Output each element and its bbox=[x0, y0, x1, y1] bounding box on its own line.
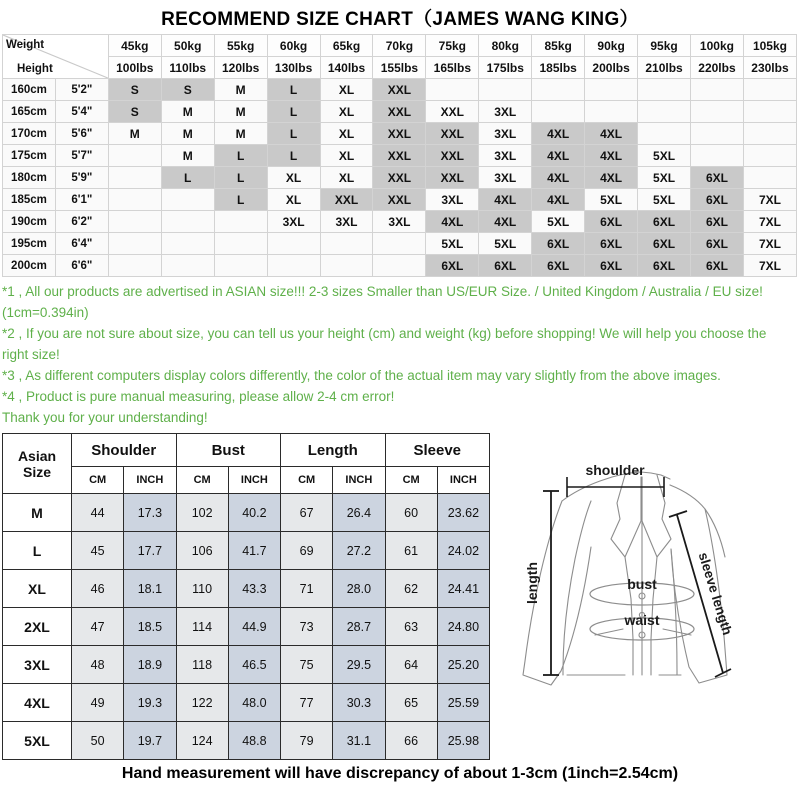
weight-kg-header-2: 55kg bbox=[214, 35, 267, 57]
measurement-row bbox=[3, 684, 490, 722]
measurement-cell-r1-c2: 106 bbox=[176, 532, 228, 570]
size-cell-r5-c7: 4XL bbox=[479, 189, 532, 211]
height-ft-3: 5'7" bbox=[55, 145, 108, 167]
size-cell-r8-c9: 6XL bbox=[585, 255, 638, 277]
diagram-label-bust: bust bbox=[627, 576, 657, 593]
height-cm-2: 170cm bbox=[3, 123, 56, 145]
size-cell-r6-c11: 6XL bbox=[690, 211, 743, 233]
measurement-cell-r2-c6: 62 bbox=[385, 570, 437, 608]
blazer-measurement-diagram bbox=[490, 433, 800, 735]
measurement-row bbox=[3, 494, 490, 532]
size-cell-r7-c2 bbox=[214, 233, 267, 255]
notes-block bbox=[0, 277, 800, 430]
size-cell-r0-c8 bbox=[532, 79, 585, 101]
size-cell-r7-c6: 5XL bbox=[426, 233, 479, 255]
measurement-cell-r1-c4: 69 bbox=[281, 532, 333, 570]
height-cm-5: 185cm bbox=[3, 189, 56, 211]
size-cell-r5-c1 bbox=[161, 189, 214, 211]
measurement-cell-r4-c6: 64 bbox=[385, 646, 437, 684]
weight-lbs-header-2: 120lbs bbox=[214, 57, 267, 79]
size-cell-r7-c11: 6XL bbox=[690, 233, 743, 255]
measurement-cell-r5-c7: 25.59 bbox=[437, 684, 489, 722]
footer-note: Hand measurement will have discrepancy of about 1-3cm (1inch=2.54cm) bbox=[121, 765, 679, 783]
note-line-5: Thank you for your understanding! bbox=[2, 409, 208, 425]
weight-kg-header-11: 100kg bbox=[690, 35, 743, 57]
size-cell-r6-c8: 5XL bbox=[532, 211, 585, 233]
size-cell-r2-c2: M bbox=[214, 123, 267, 145]
size-cell-r4-c6: XXL bbox=[426, 167, 479, 189]
measurement-unit-5: INCH bbox=[333, 467, 385, 494]
measurement-cell-r5-c6: 65 bbox=[385, 684, 437, 722]
asian-size-header: Asian Size bbox=[3, 434, 72, 494]
measurement-size-m: M bbox=[3, 494, 72, 532]
measurement-cell-r3-c1: 18.5 bbox=[124, 608, 176, 646]
height-ft-2: 5'6" bbox=[55, 123, 108, 145]
note-line-1: *1 , All our products are advertised in ASIAN size!!! 2-3 sizes Smaller than US/EUR Size. / United Kingdom / Australia / EU size! (1cm=0.394in) bbox=[2, 284, 763, 320]
size-cell-r6-c4: 3XL bbox=[320, 211, 373, 233]
measurement-cell-r6-c1: 19.7 bbox=[124, 722, 176, 760]
note-line-3: *3 , As different computers display colors differently, the color of the actual item may vary slightly from the above images. bbox=[2, 367, 721, 383]
size-table-row bbox=[3, 145, 797, 167]
measurement-cell-r3-c2: 114 bbox=[176, 608, 228, 646]
measurement-unit-2: CM bbox=[176, 467, 228, 494]
diagram-label-shoulder: shoulder bbox=[585, 462, 645, 479]
size-cell-r1-c9 bbox=[585, 101, 638, 123]
size-cell-r0-c5: XXL bbox=[373, 79, 426, 101]
size-cell-r1-c1: M bbox=[161, 101, 214, 123]
measurement-cell-r5-c4: 77 bbox=[281, 684, 333, 722]
height-ft-0: 5'2" bbox=[55, 79, 108, 101]
height-ft-8: 6'6" bbox=[55, 255, 108, 277]
size-cell-r8-c5 bbox=[373, 255, 426, 277]
size-cell-r4-c9: 4XL bbox=[585, 167, 638, 189]
measurement-cell-r5-c5: 30.3 bbox=[333, 684, 385, 722]
measurement-cell-r4-c3: 46.5 bbox=[228, 646, 280, 684]
measurement-cell-r6-c4: 79 bbox=[281, 722, 333, 760]
size-cell-r5-c0 bbox=[108, 189, 161, 211]
measurement-cell-r4-c0: 48 bbox=[72, 646, 124, 684]
bottom-section bbox=[2, 433, 800, 760]
size-cell-r1-c11 bbox=[690, 101, 743, 123]
size-cell-r1-c2: M bbox=[214, 101, 267, 123]
size-cell-r6-c1 bbox=[161, 211, 214, 233]
diagram-label-sleeve-length: sleeve length bbox=[695, 551, 735, 638]
size-cell-r2-c5: XXL bbox=[373, 123, 426, 145]
size-cell-r5-c11: 6XL bbox=[690, 189, 743, 211]
size-cell-r4-c7: 3XL bbox=[479, 167, 532, 189]
size-cell-r3-c5: XXL bbox=[373, 145, 426, 167]
measurement-cell-r6-c7: 25.98 bbox=[437, 722, 489, 760]
measurement-cell-r0-c0: 44 bbox=[72, 494, 124, 532]
height-cm-4: 180cm bbox=[3, 167, 56, 189]
height-ft-1: 5'4" bbox=[55, 101, 108, 123]
size-table-row bbox=[3, 79, 797, 101]
size-cell-r8-c2 bbox=[214, 255, 267, 277]
size-cell-r8-c0 bbox=[108, 255, 161, 277]
size-table-row bbox=[3, 101, 797, 123]
measurement-cell-r3-c3: 44.9 bbox=[228, 608, 280, 646]
weight-kg-header-10: 95kg bbox=[638, 35, 691, 57]
weight-lbs-header-6: 165lbs bbox=[426, 57, 479, 79]
size-table-row bbox=[3, 255, 797, 277]
size-cell-r1-c10 bbox=[638, 101, 691, 123]
weight-lbs-header-1: 110lbs bbox=[161, 57, 214, 79]
size-cell-r4-c1: L bbox=[161, 167, 214, 189]
measurement-size-l: L bbox=[3, 532, 72, 570]
size-cell-r2-c3: L bbox=[267, 123, 320, 145]
height-cm-0: 160cm bbox=[3, 79, 56, 101]
measurement-cell-r6-c3: 48.8 bbox=[228, 722, 280, 760]
measurement-size-xl: XL bbox=[3, 570, 72, 608]
size-cell-r3-c1: M bbox=[161, 145, 214, 167]
size-cell-r0-c6 bbox=[426, 79, 479, 101]
size-cell-r7-c9: 6XL bbox=[585, 233, 638, 255]
size-cell-r7-c10: 6XL bbox=[638, 233, 691, 255]
recommend-size-table bbox=[2, 34, 797, 277]
size-cell-r7-c1 bbox=[161, 233, 214, 255]
measurement-cell-r1-c1: 17.7 bbox=[124, 532, 176, 570]
measurement-group-length: Length bbox=[281, 434, 386, 467]
height-cm-8: 200cm bbox=[3, 255, 56, 277]
size-cell-r5-c2: L bbox=[214, 189, 267, 211]
size-cell-r6-c6: 4XL bbox=[426, 211, 479, 233]
size-cell-r4-c8: 4XL bbox=[532, 167, 585, 189]
size-cell-r6-c10: 6XL bbox=[638, 211, 691, 233]
size-cell-r6-c7: 4XL bbox=[479, 211, 532, 233]
size-cell-r1-c6: XXL bbox=[426, 101, 479, 123]
size-cell-r3-c0 bbox=[108, 145, 161, 167]
measurement-cell-r4-c1: 18.9 bbox=[124, 646, 176, 684]
size-cell-r0-c10 bbox=[638, 79, 691, 101]
weight-lbs-header-5: 155lbs bbox=[373, 57, 426, 79]
size-cell-r2-c7: 3XL bbox=[479, 123, 532, 145]
note-line-4: *4 , Product is pure manual measuring, please allow 2-4 cm error! bbox=[2, 388, 395, 404]
weight-kg-header-3: 60kg bbox=[267, 35, 320, 57]
measurement-size-4xl: 4XL bbox=[3, 684, 72, 722]
height-ft-6: 6'2" bbox=[55, 211, 108, 233]
measurement-cell-r0-c6: 60 bbox=[385, 494, 437, 532]
measurement-cell-r0-c1: 17.3 bbox=[124, 494, 176, 532]
measurement-cell-r6-c2: 124 bbox=[176, 722, 228, 760]
weight-lbs-header-0: 100lbs bbox=[108, 57, 161, 79]
size-cell-r4-c11: 6XL bbox=[690, 167, 743, 189]
size-cell-r8-c7: 6XL bbox=[479, 255, 532, 277]
size-cell-r5-c5: XXL bbox=[373, 189, 426, 211]
size-cell-r7-c7: 5XL bbox=[479, 233, 532, 255]
size-cell-r8-c1 bbox=[161, 255, 214, 277]
weight-lbs-header-8: 185lbs bbox=[532, 57, 585, 79]
size-cell-r2-c6: XXL bbox=[426, 123, 479, 145]
weight-kg-header-5: 70kg bbox=[373, 35, 426, 57]
size-cell-r4-c5: XXL bbox=[373, 167, 426, 189]
size-cell-r6-c3: 3XL bbox=[267, 211, 320, 233]
measurement-cell-r5-c2: 122 bbox=[176, 684, 228, 722]
height-ft-4: 5'9" bbox=[55, 167, 108, 189]
measurement-cell-r6-c0: 50 bbox=[72, 722, 124, 760]
size-cell-r7-c12: 7XL bbox=[743, 233, 796, 255]
measurement-cell-r5-c3: 48.0 bbox=[228, 684, 280, 722]
measurement-cell-r5-c0: 49 bbox=[72, 684, 124, 722]
size-cell-r2-c0: M bbox=[108, 123, 161, 145]
size-cell-r6-c12: 7XL bbox=[743, 211, 796, 233]
measurement-row bbox=[3, 608, 490, 646]
size-cell-r8-c8: 6XL bbox=[532, 255, 585, 277]
size-cell-r0-c1: S bbox=[161, 79, 214, 101]
weight-kg-header-1: 50kg bbox=[161, 35, 214, 57]
size-cell-r3-c6: XXL bbox=[426, 145, 479, 167]
size-cell-r1-c12 bbox=[743, 101, 796, 123]
size-cell-r8-c10: 6XL bbox=[638, 255, 691, 277]
size-table-row bbox=[3, 189, 797, 211]
size-cell-r2-c9: 4XL bbox=[585, 123, 638, 145]
measurement-cell-r3-c0: 47 bbox=[72, 608, 124, 646]
height-cm-6: 190cm bbox=[3, 211, 56, 233]
measurement-cell-r6-c6: 66 bbox=[385, 722, 437, 760]
size-cell-r2-c4: XL bbox=[320, 123, 373, 145]
size-cell-r1-c4: XL bbox=[320, 101, 373, 123]
measurement-cell-r2-c5: 28.0 bbox=[333, 570, 385, 608]
measurement-table bbox=[2, 433, 490, 760]
measurement-unit-3: INCH bbox=[228, 467, 280, 494]
height-ft-5: 6'1" bbox=[55, 189, 108, 211]
weight-lbs-header-10: 210lbs bbox=[638, 57, 691, 79]
weight-lbs-header-9: 200lbs bbox=[585, 57, 638, 79]
measurement-row bbox=[3, 646, 490, 684]
size-cell-r6-c5: 3XL bbox=[373, 211, 426, 233]
size-cell-r3-c12 bbox=[743, 145, 796, 167]
measurement-cell-r1-c0: 45 bbox=[72, 532, 124, 570]
size-cell-r4-c4: XL bbox=[320, 167, 373, 189]
corner-height-label: Height bbox=[17, 63, 53, 75]
size-cell-r5-c12: 7XL bbox=[743, 189, 796, 211]
size-cell-r0-c7 bbox=[479, 79, 532, 101]
size-cell-r3-c3: L bbox=[267, 145, 320, 167]
weight-kg-header-12: 105kg bbox=[743, 35, 796, 57]
size-table-row bbox=[3, 211, 797, 233]
size-cell-r8-c3 bbox=[267, 255, 320, 277]
size-cell-r0-c0: S bbox=[108, 79, 161, 101]
size-cell-r5-c4: XXL bbox=[320, 189, 373, 211]
size-table-row bbox=[3, 167, 797, 189]
size-cell-r2-c10 bbox=[638, 123, 691, 145]
size-cell-r3-c10: 5XL bbox=[638, 145, 691, 167]
size-cell-r7-c8: 6XL bbox=[532, 233, 585, 255]
measurement-cell-r1-c5: 27.2 bbox=[333, 532, 385, 570]
measurement-cell-r1-c7: 24.02 bbox=[437, 532, 489, 570]
size-cell-r4-c10: 5XL bbox=[638, 167, 691, 189]
size-cell-r1-c0: S bbox=[108, 101, 161, 123]
measurement-cell-r3-c4: 73 bbox=[281, 608, 333, 646]
size-cell-r3-c4: XL bbox=[320, 145, 373, 167]
measurement-size-5xl: 5XL bbox=[3, 722, 72, 760]
size-cell-r7-c3 bbox=[267, 233, 320, 255]
size-cell-r3-c2: L bbox=[214, 145, 267, 167]
size-cell-r3-c9: 4XL bbox=[585, 145, 638, 167]
measurement-cell-r0-c3: 40.2 bbox=[228, 494, 280, 532]
measurement-cell-r0-c5: 26.4 bbox=[333, 494, 385, 532]
measurement-row bbox=[3, 532, 490, 570]
measurement-unit-1: INCH bbox=[124, 467, 176, 494]
size-cell-r1-c3: L bbox=[267, 101, 320, 123]
size-cell-r5-c3: XL bbox=[267, 189, 320, 211]
measurement-cell-r2-c4: 71 bbox=[281, 570, 333, 608]
size-cell-r1-c7: 3XL bbox=[479, 101, 532, 123]
size-cell-r8-c4 bbox=[320, 255, 373, 277]
diagram-label-length: length bbox=[524, 562, 540, 605]
size-cell-r4-c12 bbox=[743, 167, 796, 189]
size-cell-r7-c0 bbox=[108, 233, 161, 255]
weight-height-corner bbox=[3, 35, 109, 79]
size-table-row bbox=[3, 123, 797, 145]
size-cell-r0-c2: M bbox=[214, 79, 267, 101]
size-cell-r0-c4: XL bbox=[320, 79, 373, 101]
weight-kg-header-6: 75kg bbox=[426, 35, 479, 57]
measurement-group-sleeve: Sleeve bbox=[385, 434, 490, 467]
measurement-cell-r5-c1: 19.3 bbox=[124, 684, 176, 722]
size-cell-r5-c10: 5XL bbox=[638, 189, 691, 211]
size-cell-r3-c8: 4XL bbox=[532, 145, 585, 167]
size-cell-r0-c3: L bbox=[267, 79, 320, 101]
size-cell-r4-c2: L bbox=[214, 167, 267, 189]
measurement-cell-r4-c5: 29.5 bbox=[333, 646, 385, 684]
weight-lbs-header-7: 175lbs bbox=[479, 57, 532, 79]
measurement-cell-r0-c2: 102 bbox=[176, 494, 228, 532]
weight-lbs-header-12: 230lbs bbox=[743, 57, 796, 79]
measurement-size-2xl: 2XL bbox=[3, 608, 72, 646]
height-ft-7: 6'4" bbox=[55, 233, 108, 255]
measurement-cell-r0-c4: 67 bbox=[281, 494, 333, 532]
measurement-group-shoulder: Shoulder bbox=[72, 434, 177, 467]
measurement-cell-r2-c7: 24.41 bbox=[437, 570, 489, 608]
page-title: RECOMMEND SIZE CHART（JAMES WANG KING） bbox=[161, 9, 639, 30]
weight-kg-header-7: 80kg bbox=[479, 35, 532, 57]
size-cell-r1-c8 bbox=[532, 101, 585, 123]
size-cell-r1-c5: XXL bbox=[373, 101, 426, 123]
measurement-cell-r4-c7: 25.20 bbox=[437, 646, 489, 684]
measurement-cell-r2-c1: 18.1 bbox=[124, 570, 176, 608]
size-cell-r3-c11 bbox=[690, 145, 743, 167]
size-cell-r2-c8: 4XL bbox=[532, 123, 585, 145]
weight-lbs-header-3: 130lbs bbox=[267, 57, 320, 79]
size-cell-r7-c4 bbox=[320, 233, 373, 255]
size-cell-r0-c12 bbox=[743, 79, 796, 101]
size-cell-r6-c0 bbox=[108, 211, 161, 233]
measurement-cell-r0-c7: 23.62 bbox=[437, 494, 489, 532]
measurement-unit-4: CM bbox=[281, 467, 333, 494]
measurement-cell-r2-c2: 110 bbox=[176, 570, 228, 608]
size-cell-r3-c7: 3XL bbox=[479, 145, 532, 167]
weight-kg-header-4: 65kg bbox=[320, 35, 373, 57]
measurement-group-bust: Bust bbox=[176, 434, 281, 467]
size-cell-r2-c11 bbox=[690, 123, 743, 145]
height-cm-7: 195cm bbox=[3, 233, 56, 255]
measurement-cell-r3-c5: 28.7 bbox=[333, 608, 385, 646]
diagram-label-waist: waist bbox=[624, 612, 660, 629]
size-cell-r7-c5 bbox=[373, 233, 426, 255]
size-cell-r8-c6: 6XL bbox=[426, 255, 479, 277]
measurement-cell-r3-c6: 63 bbox=[385, 608, 437, 646]
size-cell-r0-c9 bbox=[585, 79, 638, 101]
measurement-cell-r1-c6: 61 bbox=[385, 532, 437, 570]
measurement-unit-0: CM bbox=[72, 467, 124, 494]
measurement-cell-r2-c3: 43.3 bbox=[228, 570, 280, 608]
size-cell-r5-c6: 3XL bbox=[426, 189, 479, 211]
size-table-row bbox=[3, 233, 797, 255]
measurement-cell-r1-c3: 41.7 bbox=[228, 532, 280, 570]
measurement-cell-r6-c5: 31.1 bbox=[333, 722, 385, 760]
measurement-row bbox=[3, 722, 490, 760]
weight-kg-header-0: 45kg bbox=[108, 35, 161, 57]
size-cell-r6-c2 bbox=[214, 211, 267, 233]
measurement-row bbox=[3, 570, 490, 608]
size-cell-r8-c11: 6XL bbox=[690, 255, 743, 277]
size-cell-r2-c1: M bbox=[161, 123, 214, 145]
weight-kg-header-9: 90kg bbox=[585, 35, 638, 57]
weight-lbs-header-11: 220lbs bbox=[690, 57, 743, 79]
size-cell-r5-c8: 4XL bbox=[532, 189, 585, 211]
size-cell-r6-c9: 6XL bbox=[585, 211, 638, 233]
size-cell-r4-c3: XL bbox=[267, 167, 320, 189]
size-cell-r8-c12: 7XL bbox=[743, 255, 796, 277]
size-cell-r2-c12 bbox=[743, 123, 796, 145]
measurement-cell-r4-c4: 75 bbox=[281, 646, 333, 684]
measurement-cell-r4-c2: 118 bbox=[176, 646, 228, 684]
height-cm-1: 165cm bbox=[3, 101, 56, 123]
weight-kg-header-8: 85kg bbox=[532, 35, 585, 57]
measurement-unit-7: INCH bbox=[437, 467, 489, 494]
size-cell-r4-c0 bbox=[108, 167, 161, 189]
weight-lbs-header-4: 140lbs bbox=[320, 57, 373, 79]
measurement-cell-r2-c0: 46 bbox=[72, 570, 124, 608]
note-line-2: *2 , If you are not sure about size, you can tell us your height (cm) and weight (kg) before shopping! We will help you choose the right size! bbox=[2, 325, 767, 362]
measurement-cell-r3-c7: 24.80 bbox=[437, 608, 489, 646]
measurement-unit-6: CM bbox=[385, 467, 437, 494]
size-cell-r5-c9: 5XL bbox=[585, 189, 638, 211]
size-cell-r0-c11 bbox=[690, 79, 743, 101]
corner-weight-label: Weight bbox=[6, 39, 45, 51]
height-cm-3: 175cm bbox=[3, 145, 56, 167]
measurement-size-3xl: 3XL bbox=[3, 646, 72, 684]
